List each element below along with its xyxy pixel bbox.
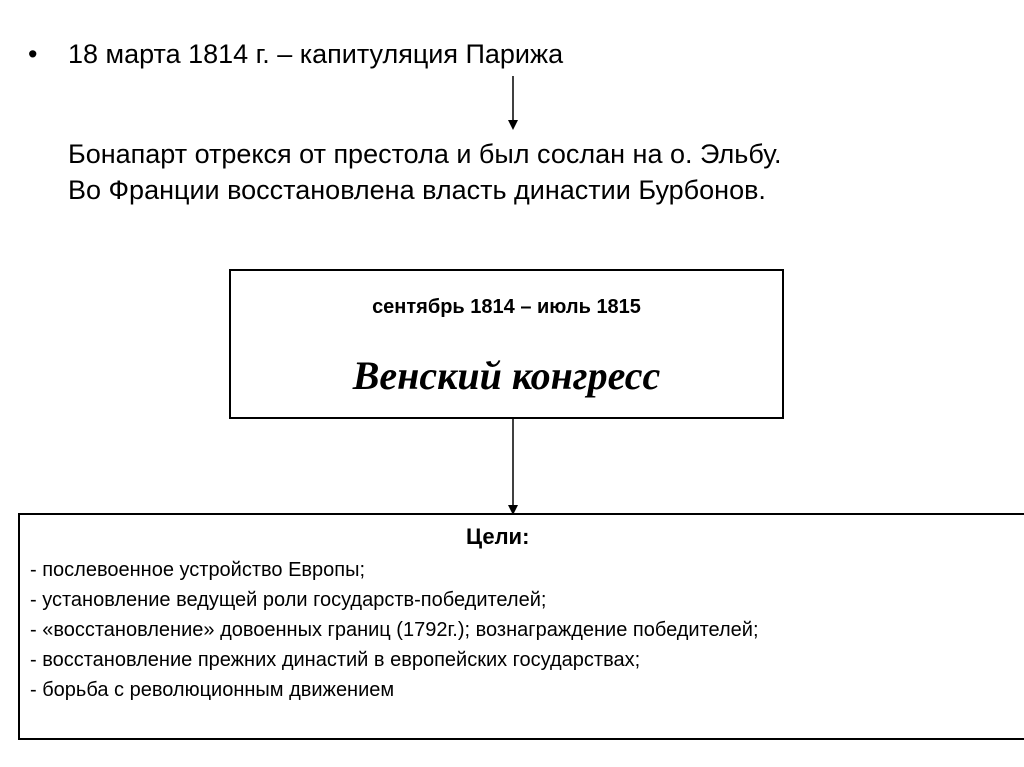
goals-title: Цели:: [466, 524, 530, 549]
goals-box: [18, 513, 1024, 740]
result-line-1: Бонапарт отрекся от престола и был сослан на о. Эльбу.: [68, 139, 782, 169]
event-text: 18 марта 1814 г. – капитуляция Парижа: [68, 39, 564, 69]
goal-item: - борьба с революционным движением: [30, 679, 395, 701]
bullet-icon: •: [28, 39, 38, 69]
goal-item: - «восстановление» довоенных границ (1792г.); вознаграждение победителей;: [30, 619, 759, 641]
congress-box: [229, 269, 784, 419]
goal-item: - установление ведущей роли государств-победителей;: [30, 589, 547, 611]
arrow-down-icon: [506, 419, 520, 515]
congress-title: Венский конгресс: [352, 353, 661, 398]
congress-dates: сентябрь 1814 – июль 1815: [372, 296, 641, 318]
goals-list: [30, 555, 759, 705]
result-line-2: Во Франции восстановлена власть династии Бурбонов.: [68, 175, 766, 205]
event-bullet-line: [28, 36, 563, 72]
goal-item: - послевоенное устройство Европы;: [30, 559, 366, 581]
arrow-down-icon: [506, 76, 520, 130]
goal-item: - восстановление прежних династий в европейских государствах;: [30, 649, 641, 671]
result-text: [68, 136, 782, 208]
